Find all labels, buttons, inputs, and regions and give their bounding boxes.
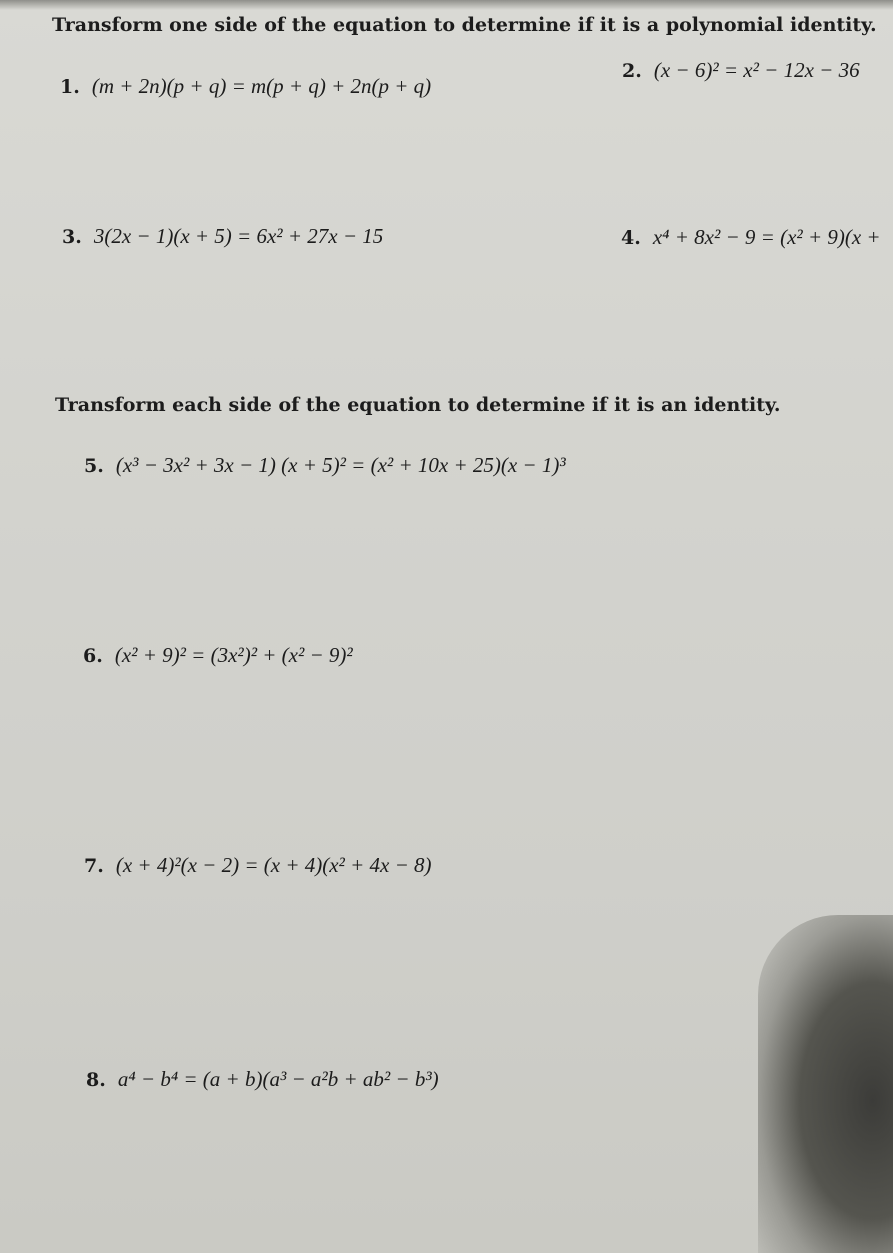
problem-8: [86, 1067, 439, 1092]
problem-number: 1.: [60, 76, 80, 98]
problem-5: [84, 453, 566, 478]
problem-2: [622, 58, 860, 83]
problem-number: 7.: [84, 855, 104, 877]
problem-equation: (m + 2n)(p + q) = m(p + q) + 2n(p + q): [91, 74, 432, 98]
problem-equation: (x³ − 3x² + 3x − 1) (x + 5)² = (x² + 10x + 25)(x − 1)³: [115, 453, 566, 477]
problem-number: 6.: [83, 645, 103, 667]
problem-number: 8.: [86, 1069, 106, 1091]
problem-equation: a⁴ − b⁴ = (a + b)(a³ − a²b + ab² − b³): [117, 1067, 439, 1091]
section1-heading: Transform one side of the equation to determine if it is a polynomial identity.: [52, 14, 877, 36]
section2-heading: Transform each side of the equation to determine if it is an identity.: [55, 394, 781, 416]
page-top-edge: [0, 0, 893, 10]
problem-7: [84, 853, 432, 878]
problem-equation: (x² + 9)² = (3x²)² + (x² − 9)²: [114, 643, 353, 667]
problem-number: 3.: [62, 226, 82, 248]
problem-number: 2.: [622, 60, 642, 82]
problem-4: [621, 225, 881, 250]
problem-equation: 3(2x − 1)(x + 5) = 6x² + 27x − 15: [93, 224, 384, 248]
problem-equation: (x + 4)²(x − 2) = (x + 4)(x² + 4x − 8): [115, 853, 432, 877]
problem-equation: x⁴ + 8x² − 9 = (x² + 9)(x +: [652, 225, 881, 249]
problem-number: 5.: [84, 455, 104, 477]
problem-number: 4.: [621, 227, 641, 249]
problem-3: [62, 224, 383, 249]
corner-shadow: [758, 915, 893, 1253]
problem-1: [60, 74, 431, 99]
problem-equation: (x − 6)² = x² − 12x − 36: [653, 58, 860, 82]
problem-6: [83, 643, 353, 668]
